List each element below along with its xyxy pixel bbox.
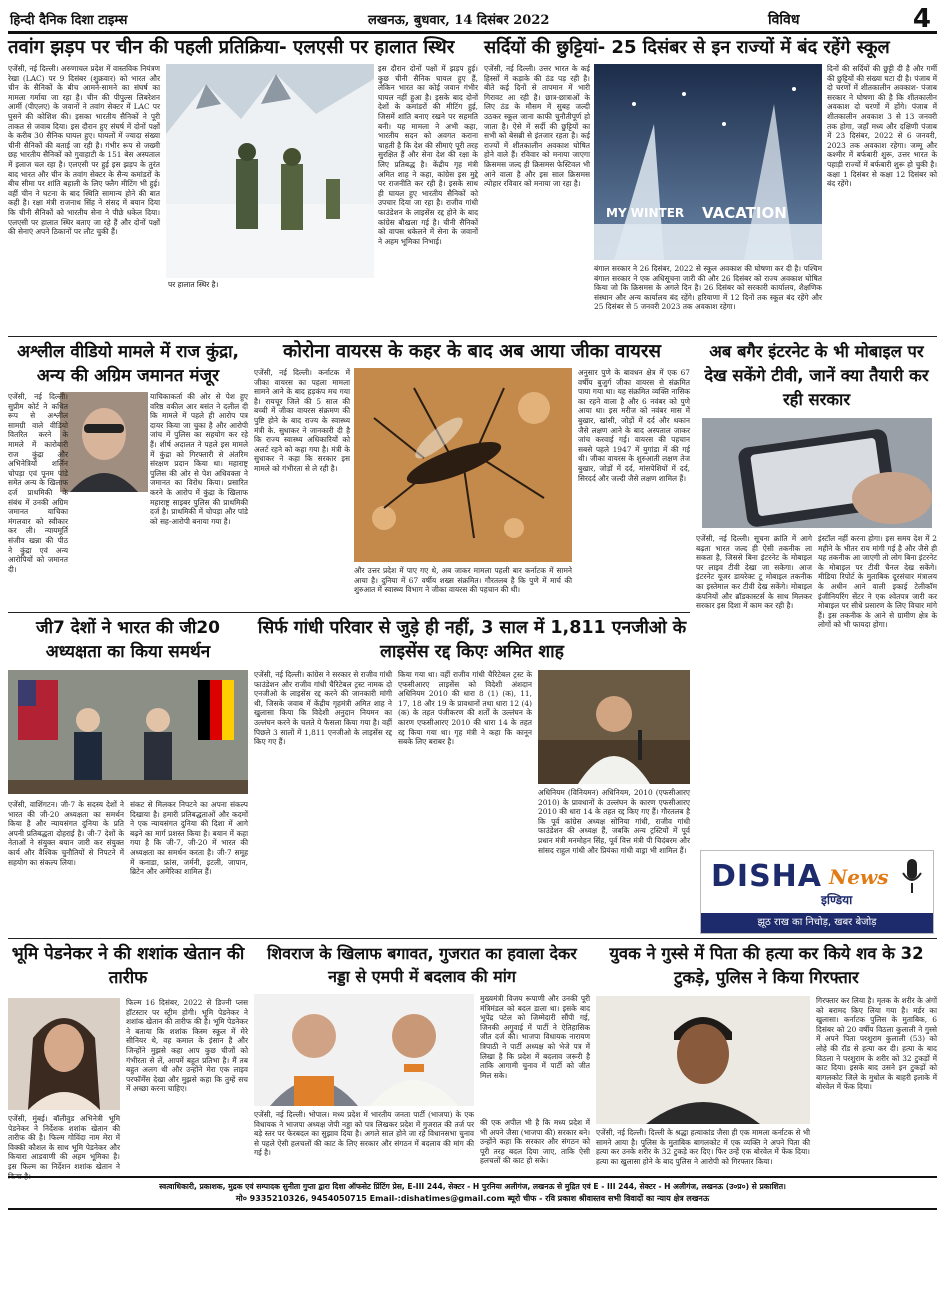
article-tawang (8, 36, 478, 336)
zika-body-1: एजेंसी, नई दिल्ली। कर्नाटक में जीका वायरस का पहला मामला सामने आने के बाद हड़कंप मच गया है। रायचूर जिले की 5 साल की बच्ची में जीका वायरस संक्रमण की पुष्टि होने के बाद राज्य के स्वास्थ्य मंत्री के. सुधाकर ने जानकारी दी है कि राज्य स्वास्थ्य अधिकारियों को अलर्ट रहने को कहा गया है। मंत्री के सुधाकर ने कहा कि सरकार इस मामले को गंभीरता से ले रही है। (254, 368, 350, 473)
footer (8, 1176, 937, 1210)
photo-accused-youth (596, 996, 810, 1124)
headline-rgf: सिर्फ गांधी परिवार से जुड़े ही नहीं, 3 साल में 1,811 एनजीओ के लाइसेंस रद्द किएः अमित शाह (257, 618, 687, 662)
article-internet-tv (696, 340, 937, 840)
shivraj-body-2: मुख्यमंत्री विजय रूपाणी और उनकी पूरी मंत्रिमंडल को बदल डाला था। इसके बाद भूपेंद्र पटेल को जिम्मेदारी सौंपी गई, जिनकी अगुवाई में पार्टी ने ऐतिहासिक जीत दर्ज की। भाजपा विधायक नारायण त्रिपाठी ने पार्टी अध्यक्ष को भेजे पत्र में लिखा है कि प्रदेश में बदलाव जरूरी है ताकि आगामी चुनाव में पार्टी को जीत मिल सके। (480, 994, 590, 1080)
photo-nadda-shivraj (254, 994, 474, 1106)
disha-sub-brand: इण्डिया (821, 893, 853, 907)
masthead (8, 6, 937, 34)
internet-tv-body-1: एजेंसी, नई दिल्ली। सूचना क्रांति में आगे बढ़ता भारत जल्द ही ऐसी तकनीक ला सकता है, जिससे बिना इंटरनेट के मोबाइल पर लाइव टीवी देखा जा सकेगा। आज इंटरनेट यूजर डायरेक्ट टू मोबाइल तकनीक का इस्तेमाल कर टीवी देख सकेंगे। मोबाइल कंपनियों और ब्रॉडकास्टर्स के साथ मिलकर सरकार इस दिशा में काम कर रही है। (696, 534, 812, 611)
winter-body-1: एजेंसी, नई दिल्ली। उत्तर भारत के कई हिस्सों में कड़ाके की ठंड पड़ रही है। बीते कई दिनों से तापमान में भारी गिरावट आ रही है। छात्र-छात्राओं के लिए ठंड के मौसम में सुबह जल्दी उठकर स्कूल जाना काफी चुनौतीपूर्ण हो जाता है। ऐसे में सर्दी की छुट्टियों का सभी को बेसब्री से इंतजार रहता है। कई राज्यों में शीतकालीन अवकाश घोषित होने वाले हैं। रविवार को मनाया जाएगा क्रिसमस जल्द ही क्रिसमस फेस्टिवल भी आने वाला है और इस साल क्रिसमस त्योहार रविवार को मनाया जा रहा है। (484, 64, 590, 189)
internet-tv-body-2: इंस्टॉल नहीं करना होगा। इस समय देश में 2 महीने के भीतर राय मांगी गई है और जैसे ही यह तकनीक आ जाएगी तो लोग बिना इंटरनेट के मोबाइल पर टीवी चैनल देख सकेंगे। मीडिया रिपोर्ट के मुताबिक दूरसंचार मंत्रालय के अधीन आने वाली इकाई टेलीकॉम इंजीनियरिंग सेंटर ने एक श्वेतपत्र जारी कर मोबाइल पर सीधे प्रसारण के लिए विचार मांगे हैं। इस तकनीक के आने से ग्रामीण क्षेत्र के लोगों को भी फायदा होगा। (818, 534, 937, 630)
headline-murder: युवक ने गुस्से में पिता की हत्या कर किये शव के 32 टुकड़े, पुलिस ने किया गिरफ्तार (609, 944, 924, 987)
rgf-body-3: अधिनियम (विनियमन) अधिनियम, 2010 (एफसीआरए 2010) के प्रावधानों के उल्लंघन के कारण एफसीआरए 2010 की धारा 14 के तहत रद्द किए गए हैं। गौरतलब है कि पूर्व कांग्रेस अध्यक्ष सोनिया गांधी, राजीव गांधी फाउंडेशन की अध्यक्ष हैं, जबकि अन्य ट्रस्टियों में पूर्व प्रधान मंत्री मनमोहन सिंह, पूर्व वित्त मंत्री पी चिदंबरम और सांसद राहुल गांधी और प्रियंका गांधी वाड्रा भी शामिल हैं। (538, 788, 690, 855)
headline-tawang: तवांग झड़प पर चीन की पहली प्रतिक्रिया- एलएसी पर हालात स्थिर (8, 37, 455, 58)
paper-name: हिन्दी दैनिक दिशा टाइम्स (10, 13, 128, 28)
g7-body-2: संकट से मिलकर निपटने का अपना संकल्प दिखाया है। हमारी प्रतिबद्धताओं और कदमों ने एक न्यायसंगत दुनिया की दिशा में आगे बढ़ने का मार्ग प्रशस्त किया है। बयान में कहा गया है कि जी-7, जी-20 में भारत की अध्यक्षता का समर्थन करता है। जी-7 समूह में कनाडा, फ्रांस, जर्मनी, इटली, जापान, ब्रिटेन और अमेरिका शामिल हैं। (130, 800, 248, 877)
tawang-body-2: इस दौरान दोनों पक्षों में झड़प हुई। कुछ चीनी सैनिक घायल हुए हैं, लेकिन भारत का कोई जवान गंभीर घायल नहीं हुआ है। इसके बाद दोनों देशों के कमांडरों की मीटिंग हुई, जिसमें शांति बनाए रखने पर सहमति बनी। यह मामला ने अभी कहा, भारतीय सदन को अवगत कराना चाहती है कि देश की सीमाएं पूरी तरह सुरक्षित हैं और सेना देश की रक्षा के लिए प्रतिबद्ध है। केंद्रीय गृह मंत्री अमित शाह ने कहा, कांग्रेस इस मुद्दे पर राजनीति कर रही है। इसके साथ ही घायल हुए भारतीय सैनिकों को उपचार दिया जा रहा है। राजीव गांधी फाउंडेशन के लाइसेंस रद्द होने के बाद कांग्रेस बौखला गई है। चीनी सैनिकों को वापस धकेलने में सेना के जवानों ने अहम भूमिका निभाई। (378, 64, 478, 246)
divider-row2 (8, 612, 690, 613)
divider-row1 (8, 336, 937, 337)
article-g7 (8, 616, 248, 936)
disha-news-ad (700, 850, 934, 934)
article-murder (596, 942, 937, 1172)
article-bhumi (8, 942, 248, 1181)
shivraj-body-3: की एक अपील भी है कि मध्य प्रदेश में भी अपने जैसा (भाजपा की) सरकार बने। उन्होंने कहा कि सरकार और संगठन को पूरी तरह बदल दिया जाए, ताकि ऐसी हलचलों की काट हो सके। (480, 1118, 590, 1166)
article-zika (254, 340, 690, 610)
section-name: विविध (768, 12, 800, 28)
g7-body-1: एजेंसी, वाशिंगटन। जी-7 के सदस्य देशों ने भारत की जी-20 अध्यक्षता का समर्थन किया है और न्यायसंगत दुनिया के प्रति अपनी प्रतिबद्धता दोहराई है। जी-7 देशों के नेताओं ने संयुक्त बयान जारी कर संयुक्त कार्य और वैश्विक चुनौतियों से निपटने में सहयोग का संकल्प लिया। (8, 800, 124, 867)
shivraj-body-1: एजेंसी, नई दिल्ली। भोपाल। मध्य प्रदेश में भारतीय जनता पार्टी (भाजपा) के एक विधायक ने भाजपा अध्यक्ष जेपी नड्डा को पत्र लिखकर प्रदेश में गुजरात की तर्ज पर बड़े स्तर पर फेरबदल का सुझाव दिया है। अगले साल होने जा रहे विधानसभा चुनाव से पहले ऐसी हलचलों की काट के लिए सरकार और संगठन में बदलाव की मांग की गई है। (254, 1110, 474, 1158)
photo-mosquito (354, 368, 572, 562)
disha-brand: DISHA (711, 859, 822, 894)
kundra-body-1: एजेंसी, नई दिल्ली। सुप्रीम कोर्ट ने कथित रूप से अश्लील सामग्री वाले वीडियो वितरित करने के मामले में कारोबारी राज कुंद्रा और अभिनेत्रियों शर्लिन चोपड़ा एवं पूनम पांडे समेत अन्य के खिलाफ दर्ज प्राथमिकी के संबंध में उनकी अग्रिम जमानत याचिका मंगलवार को स्वीकार कर ली। न्यायमूर्ति संजीव खन्ना की पीठ ने कुंद्रा एवं अन्य आरोपियों को जमानत दी। (8, 392, 68, 574)
bhumi-body-2: एजेंसी, मुंबई। बॉलीवुड अभिनेत्री भूमि पेडनेकर ने निर्देशक शशांक खेतान की तारीफ की है। फिल्म गोविंदा नाम मेरा में विक्की कौशल के साथ भूमि पेडनेकर और कियारा आडवाणी की अहम भूमिका है। इस फिल्म का निर्देशन शशांक खेतान ने किया है। (8, 1114, 120, 1181)
photo-soldiers-snow (166, 64, 374, 278)
winter-body-3: दिनों की सर्दियों की छुट्टी दी है और गर्मी की छुट्टियों की संख्या घटा दी है। पंजाब में दो चरणों में शीतकालीन अवकाश- पंजाब सरकार ने घोषणा की है कि शीतकालीन अवकाश दो चरणों में होंगे। पंजाब में शीतकालीन अवकाश 3 से 13 जनवरी तक होगा, जहाँ मध्य और दक्षिणी पंजाब में 23 दिसंबर, 2022 से 6 जनवरी, 2023 तक अवकाश रहेगा। जम्मू और कश्मीर में बर्फबारी शुरू, उत्तर भारत के पहाड़ी राज्यों में बर्फबारी शुरू हो चुकी है। कक्षा 1 दिसंबर से कक्षा 12 दिसंबर को बंद रहेंगे। (827, 64, 937, 189)
photo-winter-vacation (594, 64, 822, 260)
article-winter (484, 36, 937, 336)
winter-body-2: बंगाल सरकार ने 26 दिसंबर, 2022 से स्कूल अवकाश की घोषणा कर दी है। पश्चिम बंगाल सरकार ने एक अधिसूचना जारी की और 26 दिसंबर को राज्य अवकाश घोषित किया जो कि क्रिसमस के अगले दिन है। 26 दिसंबर को सरकारी कार्यालय, शैक्षणिक संस्थान और अन्य कार्यालय बंद रहेंगे। हरियाणा में 12 दिनों तक स्कूल बंद रहेंगे और 25 दिसंबर से 5 जनवरी 2023 तक अवकाश रहेगा। (594, 264, 822, 312)
murder-body-2: एजेंसी, नई दिल्ली। दिल्ली के श्रद्धा हत्याकांड जैसा ही एक मामला कर्नाटक से भी सामने आया है। पुलिस के मुताबिक बागलकोट में एक व्यक्ति ने अपने पिता की हत्या कर उनके शरीर के 32 टुकड़े कर दिए। फिर उन्हें एक बोरवेल में फेंक दिया। हत्या का खुलासा होने के बाद पुलिस ने आरोपी को गिरफ्तार किया। (596, 1128, 810, 1166)
rgf-body-2: किया गया था। वहीं राजीव गांधी चैरिटेबल ट्रस्ट के एफसीआरए लाइसेंस को विदेशी अंशदान अधिनियम 2010 की धारा 8 (1) (क), 11, 17, 18 और 19 के प्रावधानों तथा धारा 12 (4) (क) के तहत पंजीकरण की शर्तों के उल्लंघन के कारण एफसीआरए 2010 की धारा 14 के तहत रद्द किया गया था। गृह मंत्री ने कहा कि कानून सबके लिए बराबर है। (398, 670, 532, 747)
headline-winter: सर्दियों की छुट्टियां- 25 दिसंबर से इन राज्यों में बंद रहेंगे स्कूल (484, 37, 890, 58)
kundra-body-2: याचिकाकर्ता की ओर से पेश हुए वरिष्ठ वकील आर बसंत ने दलील दी कि मामले में पहले ही आरोप पत्र दायर किया जा चुका है और आरोपी जांच में पुलिस का सहयोग कर रहे हैं। शीर्ष अदालत ने पहले इस मामले में कुंद्रा को गिरफ्तारी से अंतरिम संरक्षण प्रदान किया था। महाराष्ट्र पुलिस की ओर से पेश अधिवक्ता ने जमानत का विरोध किया। प्रसारित करने के आरोप में कुंद्रा के खिलाफ महाराष्ट्र साइबर पुलिस की प्राथमिकी दर्ज है। प्राथमिकी में चोपड़ा और पांडे को सह-आरोपी बनाया गया है। (150, 392, 248, 526)
headline-kundra: अश्लील वीडियो मामले में राज कुंद्रा, अन्य की अग्रिम जमानत मंजूर (17, 342, 239, 386)
photo-g7-leaders (8, 670, 248, 794)
headline-g7: जी7 देशों ने भारत की जी20 अध्यक्षता का किया समर्थन (36, 618, 220, 662)
dateline: लखनऊ, बुधवार, 14 दिसंबर 2022 (368, 13, 550, 28)
divider-row3 (8, 938, 937, 939)
footer-contact: मो० 9335210326, 9454050715 Email-:dishatimes@gmail.com ब्यूरो चीफ - रवि प्रकाश श्रीवास्तव सभी विवादों का न्याय क्षेत्र लखनऊ (235, 1194, 710, 1203)
photo-bhumi-pednekar (8, 998, 120, 1110)
article-kundra (8, 340, 248, 610)
zika-body-3: अनुसार पुणे के बावधन क्षेत्र में एक 67 वर्षीय बुजुर्ग जीका वायरस से संक्रमित पाया गया था। यह संक्रमित व्यक्ति नासिक का रहने वाला है और 6 नवंबर को पुणे आया था। इस मरीज को नवंबर मास में बुखार, खांसी, जोड़ों में दर्द और थकान जैसे लक्षण आने के बाद अस्पताल जाकर जांच करवाई गई। वायरस की पहचान सबसे पहले 1947 में युगांडा में की गई थी। जीका वायरस के शुरुआती लक्षण तेज बुखार, जोड़ों में दर्द, मांसपेशियों में दर्द, सिरदर्द और जल्दी जैसे लक्षण शामिल हैं। (578, 368, 690, 483)
rgf-body-1: एजेंसी, नई दिल्ली। कांग्रेस ने सरकार से राजीव गांधी फाउंडेशन और राजीव गांधी चैरिटेबल ट्रस्ट नामक दो एनजीओ के लाइसेंस रद्द करने की जानकारी मांगी थी, जिसके जवाब में केंद्रीय गृहमंत्री अमित शाह ने खुलासा किया कि विदेशी अनुदान नियमन का उल्लंघन करने के चलते ये फैसला किया गया है। वहीं पिछले 3 सालों में 1,811 एनजीओ के लाइसेंस रद्द किए गए हैं। (254, 670, 392, 747)
footer-imprint: स्वत्वाधिकारी, प्रकाशक, मुद्रक एवं सम्पादक सुनीता गुप्ता द्वारा दिशा ऑफसेट प्रिंटिंग प्रेस, E-III 244, सेक्टर - H पुरनिया अलीगंज, लखनऊ से मुद्रित एवं E - III 244, सेक्टर - H अलीगंज, लखनऊ (उ०प्र०) से प्रकाशित। (159, 1182, 786, 1191)
winter-image-text-2: VACATION (702, 204, 787, 222)
headline-bhumi: भूमि पेडनेकर ने की शशांक खेतान की तारीफ (11, 944, 245, 988)
photo-amit-shah (538, 670, 690, 784)
photo-mobile-phone (702, 418, 932, 528)
tawang-caption: पर हालात स्थिर है। (168, 280, 219, 289)
headline-internet-tv: अब बगैर इंटरनेट के भी मोबाइल पर देख सकेंगे टीवी, जानें क्या तैयारी कर रही सरकार (704, 342, 929, 409)
tawang-body-1: एजेंसी, नई दिल्ली। अरुणाचल प्रदेश में वास्तविक नियंत्रण रेखा (LAC) पर 9 दिसंबर (शुक्रवार) को भारत और चीन के सैनिकों के बीच आमने-सामने का संघर्ष का मामला गर्माया जा रहा है। चीन की पीपुल्स लिबरेशन आर्मी (पीएलए) के जवानों ने तवांग सेक्टर में LAC पर घुसने की कोशिश की। इसका भारतीय सैनिकों ने पूरी ताकत से जवाब दिया। इस दौरान हुए संघर्ष में दोनों पक्षों के करीब 30 सैनिक घायल हुए। घायलों में ज्यादा संख्या चीनी सैनिकों की बताई जा रही है। गंभीर रूप से जख्मी छह भारतीय सैनिकों को गुवाहाटी के 151 बेस अस्पताल में इलाज चल रहा है। एलएसी पर हुई इस झड़प के तुरंत बाद भारत और चीन के तवांग सेक्टर के सैन्य कमांडरों के बीच सीमा पर शांति बहाली के लिए फ्लैग मीटिंग भी हुई। वहीं चीन ने घटना के बाद स्थिति सामान्य होने की बात कही है। रक्षा मंत्री राजनाथ सिंह ने संसद में बयान दिया कि चीनी सैनिकों को भारतीय सेना ने पीछे धकेल दिया। एलएसी पर हालात स्थिर बताए जा रहे हैं और दोनों पक्षों की सेनाएं अपने ठिकानों पर लौट चुकी हैं। (8, 64, 160, 237)
disha-brand-suffix: News (829, 865, 889, 889)
headline-shivraj: शिवराज के खिलाफ बगावत, गुजरात का हवाला देकर नड्डा से एमपी में बदलाव की मांग (267, 944, 577, 986)
headline-zika: कोरोना वायरस के कहर के बाद अब आया जीका वायरस (283, 341, 661, 362)
murder-body-1: गिरफ्तार कर लिया है। मृतक के शरीर के अंगों को बरामद किए लिया गया है। मर्डर का खुलासा। कर्नाटक पुलिस के मुताबिक, 6 दिसंबर को 20 वर्षीय विठला कुलाली ने गुस्से में अपने पिता परशुराम कुलाली (53) को लोहे की रॉड से हत्या कर दी। हत्या के बाद विठला ने परशुराम के शरीर को 32 टुकड़ों में काट दिया। इसके बाद उसने इन टुकड़ों को बागलकोट जिले के मुधोल के बाहरी इलाके में बोरवेल में फेंक दिया। (816, 996, 937, 1092)
winter-image-text-1: MY WINTER (606, 206, 685, 220)
bhumi-body-1: फिल्म 16 दिसंबर, 2022 से डिज्नी प्लस हॉटस्टार पर स्ट्रीम होगी। भूमि पेडनेकर ने शशांक खेतान की तारीफ की है। भूमि पेडनेकर ने बताया कि शशांक किस्म स्कूल में मेरे सीनियर थे, वह कमाल के इंसान है और जिन्होंने मुझसे कहा आप कुछ चीजों को गंभीरता से लें, आपमें बहुत प्रतिभा है। मैं तब बहुत अलग थी और उन्होंने मेरा एक लाइव परफॉर्मेंस देखा और मुझसे कहा कि तुम्हें सच में अच्छा करना चाहिए। (126, 998, 248, 1094)
page-number: 4 (912, 4, 931, 34)
microphone-icon (897, 857, 927, 897)
article-shivraj (254, 942, 590, 1172)
article-rgf (254, 616, 690, 936)
disha-tagline: झूठ राख का निचोड़, खबर बेजोड़ (701, 913, 933, 933)
photo-raj-kundra (60, 392, 148, 492)
zika-body-2: और उत्तर प्रदेश में पाए गए थे, अब जाकर मामला पहली बार कर्नाटक में सामने आया है। दुनिया में 67 वर्षीय शख्स संक्रमित। गौरतलब है कि पुणे में मार्च की शुरुआत में स्वास्थ्य विभाग ने जीका वायरस की पहचान की थी। (354, 566, 572, 595)
